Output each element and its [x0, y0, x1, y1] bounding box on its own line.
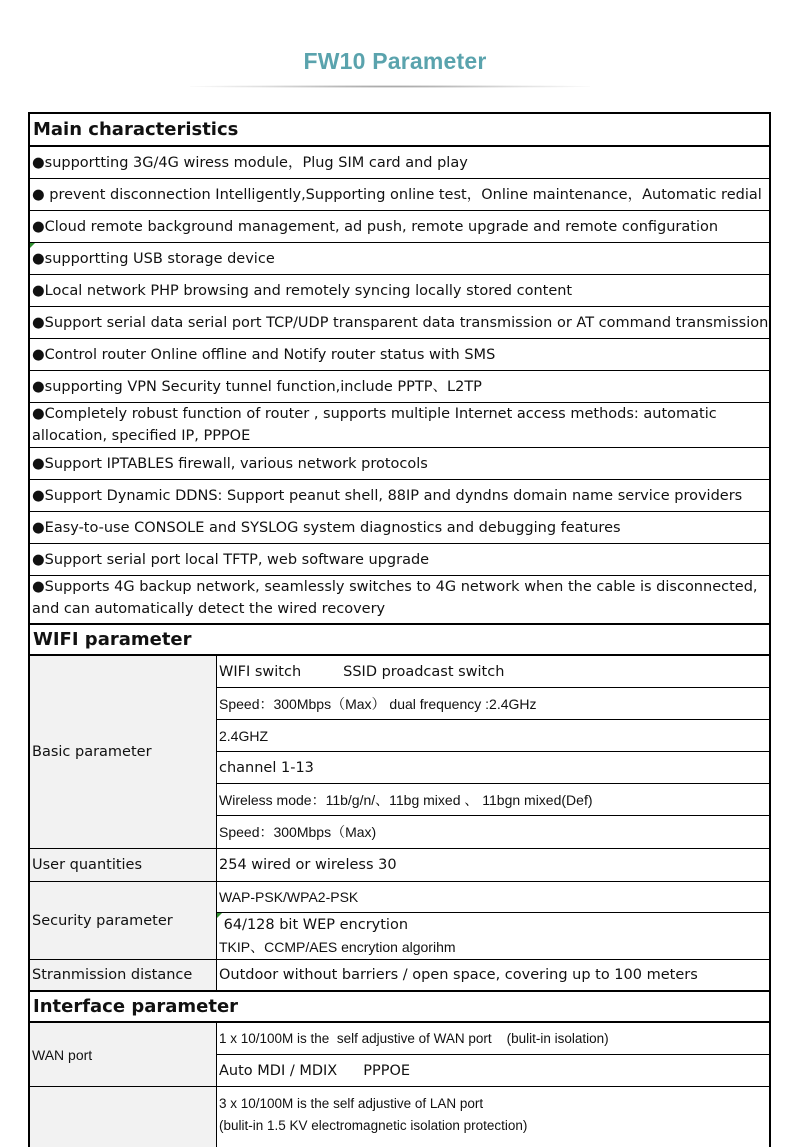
- transmission-distance-row: [30, 960, 769, 992]
- ssid-switch-text: SSID proadcast switch: [343, 663, 505, 680]
- comment-marker-icon: [30, 243, 35, 248]
- lan-port-isolation: (bulit-in 1.5 KV electromagnetic isolation protection): [219, 1118, 528, 1133]
- feature-item: ●Completely robust function of router , supports multiple Internet access methods: automatic allocation, specified IP, PPPOE: [32, 406, 717, 444]
- basic-parameter-label: Basic parameter: [30, 656, 217, 848]
- wifi-basic-parameter-row: [30, 656, 769, 849]
- wan-port-row: [30, 1023, 769, 1087]
- title-divider: [190, 85, 590, 88]
- tkip-value: TKIP、CCMP/AES encrytion algorihm: [219, 939, 456, 955]
- user-quantities-value: 254 wired or wireless 30: [219, 857, 397, 873]
- user-quantities-label: User quantities: [30, 849, 217, 881]
- lan-port-label: [30, 1087, 217, 1147]
- wan-port-mode: [217, 1055, 769, 1086]
- speed-value: Speed：300Mbps（Max): [219, 824, 377, 840]
- feature-item: ●Easy-to-use CONSOLE and SYSLOG system diagnostics and debugging features: [32, 519, 621, 536]
- user-quantities-row: [30, 849, 769, 882]
- feature-item: ●Support serial data serial port TCP/UDP transparent data transmission or AT command transmission: [32, 314, 769, 331]
- transmission-distance-value: Outdoor without barriers / open space, covering up to 100 meters: [219, 967, 698, 983]
- wep-value: 64/128 bit WEP encrytion: [219, 917, 409, 933]
- section-header-interface-parameter: Interface parameter: [30, 992, 769, 1023]
- section-header-main-characteristics: Main characteristics: [30, 114, 769, 147]
- security-parameter-label: Security parameter: [30, 882, 217, 959]
- comment-marker-icon: [217, 913, 222, 918]
- feature-item: ●Cloud remote background management, ad push, remote upgrade and remote configuration: [32, 218, 719, 235]
- band-value: 2.4GHZ: [217, 720, 769, 752]
- feature-item: ●supportting USB storage device: [32, 250, 275, 267]
- wifi-switch-text: WIFI switch: [219, 663, 302, 680]
- feature-item: ●Support serial port local TFTP, web software upgrade: [32, 551, 430, 568]
- feature-item: ● prevent disconnection Intelligently,Supporting online test，Online maintenance，Automatic redial: [32, 186, 762, 203]
- speed-dual-value: Speed：300Mbps（Max） dual frequency :2.4GHz: [217, 688, 769, 720]
- wifi-switch-value: [217, 656, 769, 688]
- pppoe-text: PPPOE: [363, 1062, 411, 1079]
- lan-port-row: [30, 1087, 769, 1147]
- feature-item: ●supporting VPN Security tunnel function,include PPTP、L2TP: [32, 378, 482, 395]
- mdi-text: Auto MDI / MDIX: [219, 1062, 338, 1079]
- feature-item: ●supportting 3G/4G wiress module，Plug SIM card and play: [32, 154, 468, 171]
- page-title: FW10 Parameter: [303, 48, 487, 74]
- psk-value: WAP-PSK/WPA2-PSK: [217, 882, 769, 913]
- lan-port-spec: 3 x 10/100M is the self adjustive of LAN port: [219, 1096, 484, 1111]
- feature-item: ●Local network PHP browsing and remotely syncing locally stored content: [32, 282, 573, 299]
- wan-port-spec: 1 x 10/100M is the self adjustive of WAN port (bulit-in isolation): [217, 1023, 769, 1055]
- channel-value: channel 1-13: [217, 752, 769, 784]
- section-header-wifi-parameter: WIFI parameter: [30, 625, 769, 656]
- feature-item: ●Support Dynamic DDNS: Support peanut shell, 88IP and dyndns domain name service providers: [32, 487, 743, 504]
- security-parameter-row: [30, 882, 769, 960]
- transmission-distance-label: Stranmission distance: [30, 960, 217, 990]
- feature-item: ●Support IPTABLES firewall, various network protocols: [32, 455, 428, 472]
- parameter-table: [28, 112, 771, 1147]
- wireless-mode-value: Wireless mode：11b/g/n/、11bg mixed 、 11bgn mixed(Def): [217, 784, 769, 816]
- wan-port-label: WAN port: [30, 1023, 217, 1086]
- feature-item: ●Control router Online offline and Notify router status with SMS: [32, 346, 496, 363]
- feature-item: ●Supports 4G backup network, seamlessly switches to 4G network when the cable is disconnected, and can automatically detect the wired recovery: [32, 579, 758, 617]
